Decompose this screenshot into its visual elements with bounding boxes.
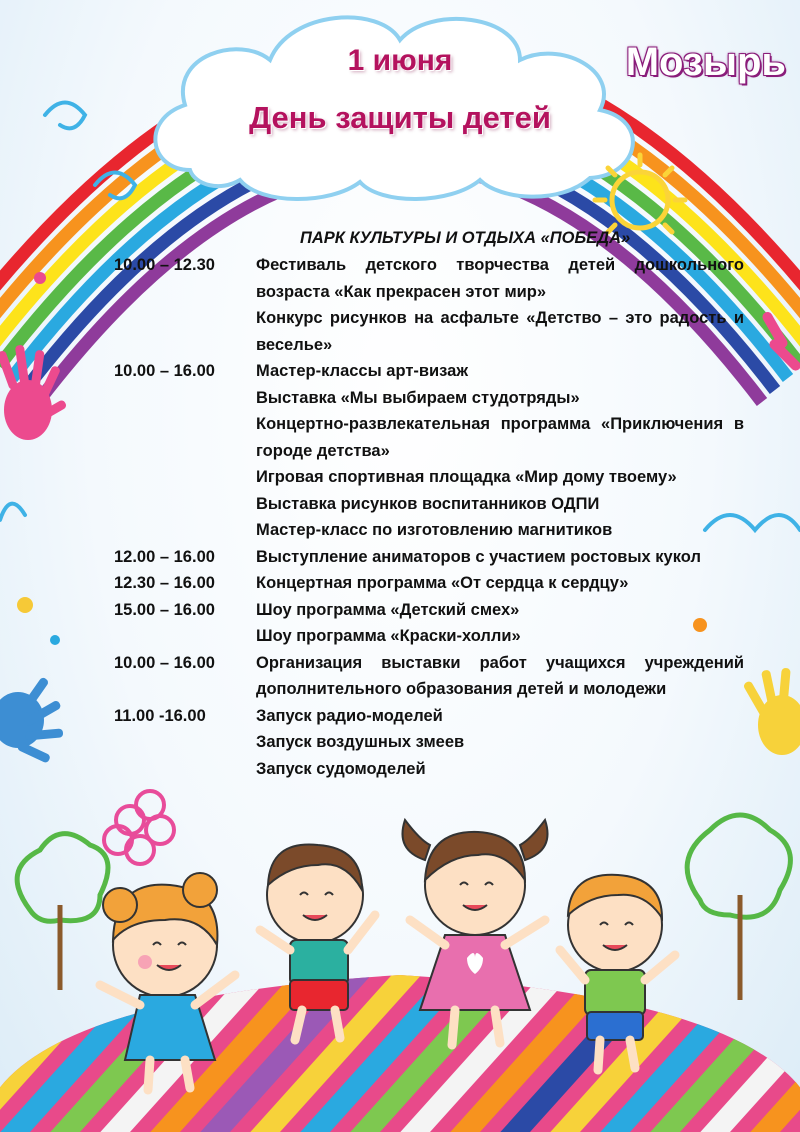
event-title: День защиты детей <box>249 100 551 135</box>
schedule-event: Запуск судомоделей <box>256 759 426 778</box>
schedule-event: Выставка рисунков воспитанников ОДПИ <box>256 494 600 513</box>
schedule-time: 10.00 – 12.30 <box>114 256 215 274</box>
schedule-event: Выставка «Мы выбираем студотряды» <box>256 388 580 407</box>
schedule-event: Концертная программа «От сердца к сердцу» <box>256 574 629 592</box>
schedule-event: Игровая спортивная площадка «Мир дому твоему» <box>256 468 677 486</box>
schedule-event: Запуск радио-моделей <box>256 706 443 725</box>
schedule-time: 11.00 -16.00 <box>114 706 206 725</box>
schedule-event: Запуск воздушных змеев <box>256 733 465 751</box>
city-name: Мозырь <box>625 40 786 84</box>
schedule-event: Шоу программа «Детский смех» <box>256 600 520 619</box>
schedule-event: Фестиваль детского творчества детей дошкольного возраста «Как прекрасен этот мир» <box>256 256 744 301</box>
schedule-event: Конкурс рисунков на асфальте «Детство – это радость и веселье» <box>256 309 744 354</box>
schedule-time: 12.00 – 16.00 <box>114 547 215 566</box>
schedule-time: 12.30 – 16.00 <box>114 574 215 592</box>
venue-heading: ПАРК КУЛЬТУРЫ И ОТДЫХА «ПОБЕДА» <box>300 229 631 247</box>
schedule-event: Выступление аниматоров с участием ростовых кукол <box>256 547 701 566</box>
schedule-event: Мастер-классы арт-визаж <box>256 362 469 380</box>
rainbow-ground <box>0 960 800 1132</box>
event-date: 1 июня <box>347 44 453 77</box>
schedule-event: Организация выставки работ учащихся учреждений дополнительного образования детей и молодежи <box>256 653 744 698</box>
schedule-time: 10.00 – 16.00 <box>114 362 215 380</box>
schedule-event: Мастер-класс по изготовлению магнитиков <box>256 521 613 539</box>
schedule-time: 15.00 – 16.00 <box>114 600 215 619</box>
schedule-event: Шоу программа «Краски-холли» <box>256 627 521 645</box>
schedule-event: Концертно-развлекательная программа «Приключения в городе детства» <box>256 415 744 460</box>
schedule-time: 10.00 – 16.00 <box>114 653 215 672</box>
